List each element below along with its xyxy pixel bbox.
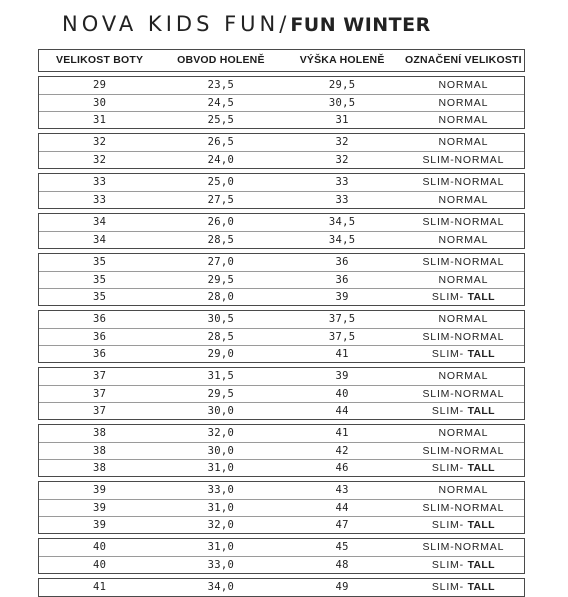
cell-size-designation: SLIM-NORMAL [422,501,505,514]
cell-shoe-size: 35 [93,290,107,303]
size-table [38,49,525,597]
cell-shoe-size: 37 [93,387,107,400]
table-row [39,288,524,305]
table-row [39,482,524,499]
cell-calf-circumference: 31,0 [207,461,235,474]
cell-size-designation: SLIM- TALL [431,347,495,360]
cell-calf-height: 33 [335,193,349,206]
table-row [39,174,524,191]
table-group [38,76,525,129]
cell-size-designation: SLIM- TALL [431,404,495,417]
cell-size-designation: NORMAL [438,136,489,149]
cell-size-designation: SLIM- TALL [431,581,495,594]
cell-calf-circumference: 31,0 [207,541,235,554]
cell-calf-height: 33 [335,176,349,189]
cell-size-designation: NORMAL [438,96,489,109]
cell-calf-height: 42 [335,444,349,457]
cell-size-designation: NORMAL [438,427,489,440]
table-group [38,538,525,574]
cell-shoe-size: 37 [93,404,107,417]
cell-shoe-size: 33 [93,176,107,189]
cell-calf-circumference: 31,5 [207,370,235,383]
cell-size-designation: NORMAL [438,370,489,383]
table-group [38,173,525,209]
cell-shoe-size: 37 [93,370,107,383]
table-group [38,133,525,169]
cell-calf-height: 43 [335,484,349,497]
cell-calf-height: 48 [335,558,349,571]
cell-calf-circumference: 30,0 [207,444,235,457]
table-group [38,253,525,306]
table-group [38,367,525,420]
cell-calf-height: 39 [335,370,349,383]
cell-calf-circumference: 29,5 [207,387,235,400]
cell-calf-height: 32 [335,136,349,149]
cell-size-designation: SLIM- TALL [431,461,495,474]
cell-size-designation: NORMAL [438,193,489,206]
table-row [39,254,524,271]
cell-calf-circumference: 27,5 [207,193,235,206]
header-shoe-size: VELIKOST BOTY [56,54,144,67]
cell-calf-circumference: 25,5 [207,113,235,126]
cell-size-designation: SLIM- TALL [431,290,495,303]
cell-shoe-size: 38 [93,427,107,440]
cell-calf-circumference: 28,5 [207,330,235,343]
cell-calf-height: 29,5 [328,79,356,92]
cell-size-designation: SLIM-NORMAL [422,387,505,400]
cell-shoe-size: 34 [93,216,107,229]
header-calf-circumference: OBVOD HOLENĚ [177,54,265,67]
cell-size-designation: NORMAL [438,484,489,497]
cell-calf-height: 36 [335,256,349,269]
cell-calf-height: 45 [335,541,349,554]
page-title [62,12,431,40]
table-row [39,556,524,573]
table-row [39,385,524,402]
table-group [38,424,525,477]
cell-calf-circumference: 33,0 [207,484,235,497]
cell-calf-circumference: 30,0 [207,404,235,417]
table-row [39,516,524,533]
cell-size-designation: SLIM-NORMAL [422,176,505,189]
cell-calf-circumference: 23,5 [207,79,235,92]
cell-shoe-size: 38 [93,444,107,457]
table-row [39,231,524,248]
title-separator: / [279,12,287,36]
cell-shoe-size: 36 [93,347,107,360]
cell-shoe-size: 39 [93,518,107,531]
cell-shoe-size: 40 [93,558,107,571]
cell-size-designation: SLIM-NORMAL [422,153,505,166]
cell-calf-circumference: 29,0 [207,347,235,360]
table-row [39,402,524,419]
cell-calf-circumference: 24,0 [207,153,235,166]
cell-calf-height: 44 [335,501,349,514]
cell-shoe-size: 36 [93,313,107,326]
cell-calf-circumference: 25,0 [207,176,235,189]
table-row [39,425,524,442]
cell-shoe-size: 41 [93,581,107,594]
cell-size-designation: NORMAL [438,113,489,126]
cell-calf-height: 32 [335,153,349,166]
title-product: FUN WINTER [290,14,431,36]
cell-calf-circumference: 28,0 [207,290,235,303]
cell-size-designation: NORMAL [438,273,489,286]
cell-calf-height: 49 [335,581,349,594]
table-row [39,77,524,94]
cell-calf-circumference: 32,0 [207,427,235,440]
table-group [38,578,525,597]
table-body [38,76,525,597]
cell-size-designation: SLIM-NORMAL [422,256,505,269]
table-row [39,94,524,111]
cell-calf-height: 44 [335,404,349,417]
table-row [39,311,524,328]
table-row [39,579,524,596]
table-row [39,328,524,345]
cell-calf-circumference: 29,5 [207,273,235,286]
cell-shoe-size: 35 [93,273,107,286]
cell-size-designation: SLIM- TALL [431,518,495,531]
table-group [38,310,525,363]
cell-calf-height: 41 [335,347,349,360]
cell-size-designation: SLIM-NORMAL [422,541,505,554]
cell-size-designation: SLIM- TALL [431,558,495,571]
cell-shoe-size: 33 [93,193,107,206]
cell-size-designation: NORMAL [438,233,489,246]
table-row [39,271,524,288]
table-row [39,442,524,459]
cell-shoe-size: 31 [93,113,107,126]
cell-calf-height: 36 [335,273,349,286]
cell-calf-height: 40 [335,387,349,400]
table-row [39,134,524,151]
cell-size-designation: SLIM-NORMAL [422,216,505,229]
table-row [39,345,524,362]
cell-calf-circumference: 26,0 [207,216,235,229]
header-size-designation: OZNAČENÍ VELIKOSTI [404,54,522,67]
cell-calf-height: 34,5 [328,216,356,229]
cell-calf-circumference: 30,5 [207,313,235,326]
table-row [39,459,524,476]
cell-calf-circumference: 24,5 [207,96,235,109]
cell-shoe-size: 40 [93,541,107,554]
cell-size-designation: SLIM-NORMAL [422,330,505,343]
cell-shoe-size: 35 [93,256,107,269]
table-row [39,111,524,128]
cell-size-designation: NORMAL [438,79,489,92]
cell-shoe-size: 34 [93,233,107,246]
cell-calf-circumference: 26,5 [207,136,235,149]
cell-calf-circumference: 31,0 [207,501,235,514]
cell-size-designation: SLIM-NORMAL [422,444,505,457]
cell-calf-height: 39 [335,290,349,303]
cell-size-designation: NORMAL [438,313,489,326]
cell-calf-height: 41 [335,427,349,440]
cell-shoe-size: 36 [93,330,107,343]
table-header [38,49,525,72]
cell-calf-height: 46 [335,461,349,474]
table-row [39,191,524,208]
cell-calf-height: 30,5 [328,96,356,109]
cell-calf-height: 37,5 [328,313,356,326]
table-group [38,213,525,249]
table-row [39,151,524,168]
cell-calf-circumference: 32,0 [207,518,235,531]
table-row [39,499,524,516]
cell-calf-height: 31 [335,113,349,126]
cell-shoe-size: 29 [93,79,107,92]
title-brand: NOVA KIDS FUN [62,12,280,36]
header-calf-height: VÝŠKA HOLENĚ [299,54,385,67]
table-row [39,368,524,385]
cell-shoe-size: 39 [93,501,107,514]
cell-shoe-size: 32 [93,136,107,149]
cell-shoe-size: 30 [93,96,107,109]
table-row [39,539,524,556]
cell-calf-height: 34,5 [328,233,356,246]
cell-shoe-size: 32 [93,153,107,166]
cell-calf-circumference: 33,0 [207,558,235,571]
cell-shoe-size: 38 [93,461,107,474]
cell-calf-height: 37,5 [328,330,356,343]
cell-calf-circumference: 27,0 [207,256,235,269]
cell-shoe-size: 39 [93,484,107,497]
table-row [39,214,524,231]
cell-calf-circumference: 34,0 [207,581,235,594]
table-group [38,481,525,534]
cell-calf-height: 47 [335,518,349,531]
cell-calf-circumference: 28,5 [207,233,235,246]
